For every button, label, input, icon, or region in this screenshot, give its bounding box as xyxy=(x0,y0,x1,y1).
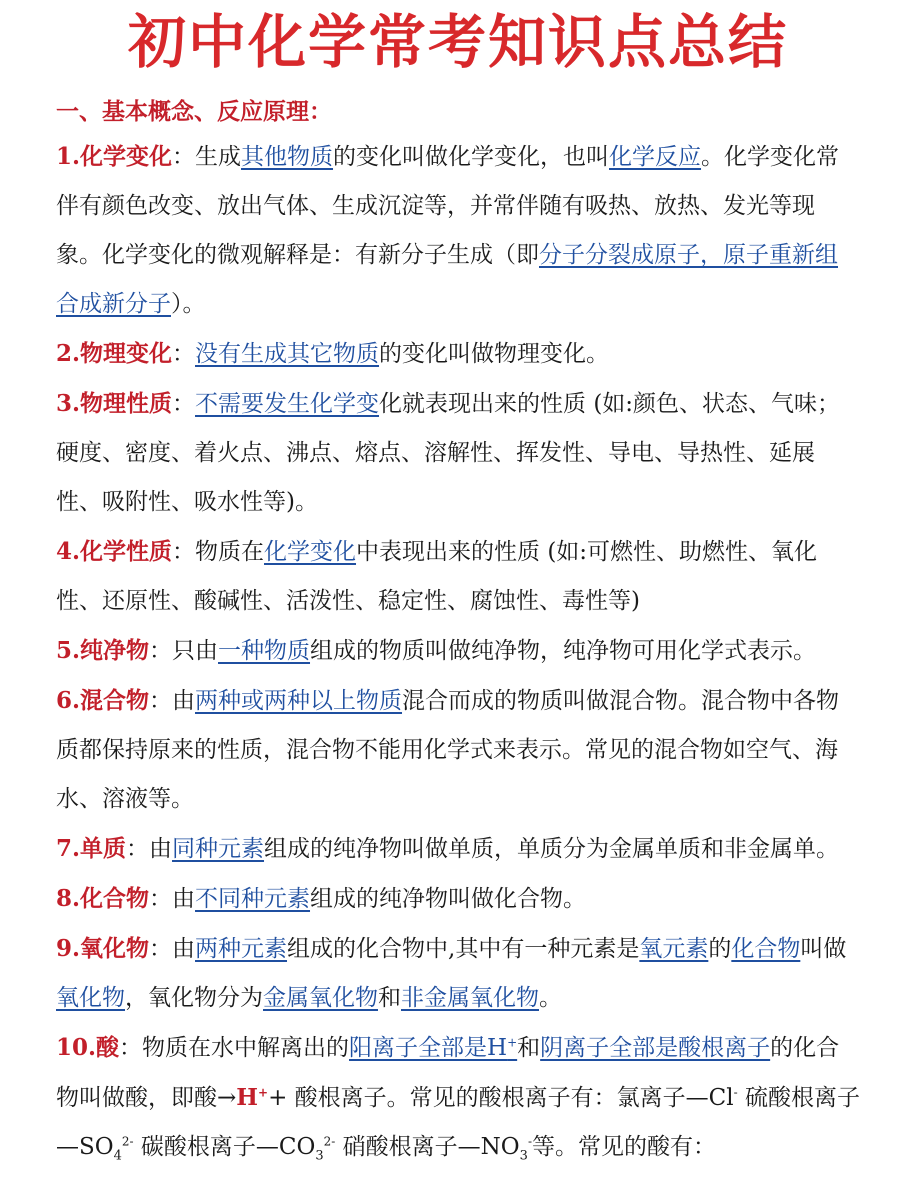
underlined-term: 氧元素 xyxy=(639,936,709,962)
underlined-term: 化学变化 xyxy=(264,539,357,565)
term-colon: ： xyxy=(149,886,173,912)
definition-item-3 xyxy=(56,379,860,527)
term-number: 9. xyxy=(56,935,81,962)
definition-item-10: 10.酸：物质在水中解离出的阳离子全部是H+和阴离子全部是酸根离子的化合物叫做酸，即酸→H++ 酸根离子。常见的酸根离子有：氯离子—Cl- 硫酸根离子$—SO_4^{2-}$ 碳酸根离子$—CO_3^{2-}$ 硝酸根离子$—NO_3^-$等。常见的酸有： xyxy=(56,1034,860,1164)
text-run: 硫酸根离子—SO xyxy=(56,1085,860,1160)
term-colon: ： xyxy=(172,391,196,417)
underlined-term: 没有生成其它物质 xyxy=(195,341,380,367)
term-label: 化学变化 xyxy=(80,143,173,170)
text-run: 组成的纯净物叫做单质，单质分为金属单质和非金属单。 xyxy=(264,836,840,862)
text-run: ，氧化物分为 xyxy=(125,985,263,1011)
text-run: 的 xyxy=(708,936,732,962)
underlined-term: 阳离子全部是H+ xyxy=(349,1035,518,1061)
text-run: 硝酸根离子—NO xyxy=(335,1134,520,1160)
text-run: 化就表现出来的性质 (如:颜色、状态、气味；硬度、密度、着火点、沸点、熔点、溶解性、挥发性、导电、导热性、延展性、吸附性、吸水性等)。 xyxy=(56,391,841,515)
underlined-term: 非金属氧化物 xyxy=(401,985,539,1011)
text-run: 组成的物质叫做纯净物，纯净物可用化学式表示。 xyxy=(310,638,817,664)
definition-item-7 xyxy=(56,824,860,874)
term-number: 1. xyxy=(56,143,81,170)
term-colon: ： xyxy=(126,836,150,862)
underlined-term: 一种物质 xyxy=(218,638,311,664)
underlined-term: 不需要发生化学变 xyxy=(195,391,380,417)
text-run: 只由 xyxy=(172,638,219,664)
text-run: ）。 xyxy=(171,291,206,317)
term-label: 混合物 xyxy=(80,687,150,714)
text-run: 组成的化合物中,其中有一种元素是 xyxy=(287,936,640,962)
term-label: 物理变化 xyxy=(80,340,173,367)
term-number: 7. xyxy=(56,835,81,862)
underlined-term: 阴离子全部是酸根离子 xyxy=(540,1035,771,1061)
term-label: 酸 xyxy=(96,1034,120,1061)
definition-item-9 xyxy=(56,924,860,1023)
definition-list xyxy=(56,132,860,1023)
text-run: 碳酸根离子—CO xyxy=(133,1134,316,1160)
term-number: 2. xyxy=(56,340,81,367)
definition-item-6 xyxy=(56,676,860,824)
underlined-term: 氧化物 xyxy=(56,985,125,1011)
term-number: 6. xyxy=(56,687,81,714)
text-run: 物质在 xyxy=(195,539,265,565)
term-colon: ： xyxy=(149,638,173,664)
term-colon: ： xyxy=(172,341,196,367)
term-colon: ： xyxy=(149,936,173,962)
text-run: 。化学变化常伴有颜色改变、放出气体、生成沉淀等，并常伴随有吸热、放热、发光等现象。化学变化的微观解释是：有新分子生成（即 xyxy=(56,144,840,268)
text-run: 由 xyxy=(172,936,196,962)
underlined-term: 金属氧化物 xyxy=(263,985,378,1011)
text-run: 由 xyxy=(149,836,173,862)
term-label: 化学性质 xyxy=(80,538,173,565)
underlined-term: 化合物 xyxy=(731,936,801,962)
term-number: 8. xyxy=(56,885,81,912)
term-colon: ： xyxy=(149,688,173,714)
underlined-term: 同种元素 xyxy=(172,836,265,862)
text-run: + 酸根离子。常见的酸根离子有：氯离子—Cl xyxy=(268,1085,734,1111)
text-run: 的变化叫做化学变化，也叫 xyxy=(333,144,610,170)
hydrogen-ion: H+ xyxy=(236,1084,269,1111)
term-label: 物理性质 xyxy=(80,390,173,417)
text-run: 和 xyxy=(517,1035,541,1061)
text-run: 和 xyxy=(378,985,401,1011)
definition-item-1 xyxy=(56,132,860,329)
term-label: 氧化物 xyxy=(80,935,150,962)
term-number: 10. xyxy=(56,1034,97,1061)
text-run: 中表现出来的性质 (如:可燃性、助燃性、氧化性、还原性、酸碱性、活泼性、稳定性、腐蚀性、毒性等) xyxy=(56,539,818,614)
underlined-term: 其他物质 xyxy=(241,144,334,170)
underlined-term: 分子分裂成原子，原子重新组合成新分子 xyxy=(56,242,838,317)
text-run: 叫做 xyxy=(800,936,847,962)
term-colon: ： xyxy=(172,539,196,565)
text-run: 的变化叫做物理变化。 xyxy=(379,341,610,367)
term-number: 3. xyxy=(56,390,81,417)
definition-item-8 xyxy=(56,874,860,924)
text-run: 混合而成的物质叫做混合物。混合物中各物质都保持原来的性质，混合物不能用化学式来表示。常见的混合物如空气、海水、溶液等。 xyxy=(56,688,840,812)
definition-item-4 xyxy=(56,527,860,626)
page-title: 初中化学常考知识点总结 xyxy=(127,8,788,76)
definition-item-5 xyxy=(56,626,860,676)
term-colon: ： xyxy=(119,1035,143,1061)
term-colon: ： xyxy=(172,144,196,170)
section-heading: 一、基本概念、反应原理： xyxy=(56,98,332,125)
text-run: 的化合物叫做酸，即酸→ xyxy=(56,1035,840,1111)
underlined-term: 两种或两种以上物质 xyxy=(195,688,403,714)
text-run: 物质在水中解离出的 xyxy=(142,1035,350,1061)
term-label: 纯净物 xyxy=(80,637,150,664)
text-run: 等。常见的酸有： xyxy=(532,1134,716,1160)
text-run: 。 xyxy=(539,985,562,1011)
text-run: 组成的纯净物叫做化合物。 xyxy=(310,886,587,912)
term-number: 5. xyxy=(56,637,81,664)
term-label: 化合物 xyxy=(80,885,150,912)
text-run: 由 xyxy=(172,688,196,714)
underlined-term: 两种元素 xyxy=(195,936,288,962)
term-label: 单质 xyxy=(80,835,127,862)
text-run: 生成 xyxy=(195,144,242,170)
text-run: 由 xyxy=(172,886,196,912)
underlined-term: 化学反应 xyxy=(609,144,702,170)
term-number: 4. xyxy=(56,538,81,565)
definition-item-2 xyxy=(56,329,860,379)
underlined-term: 不同种元素 xyxy=(195,886,311,912)
